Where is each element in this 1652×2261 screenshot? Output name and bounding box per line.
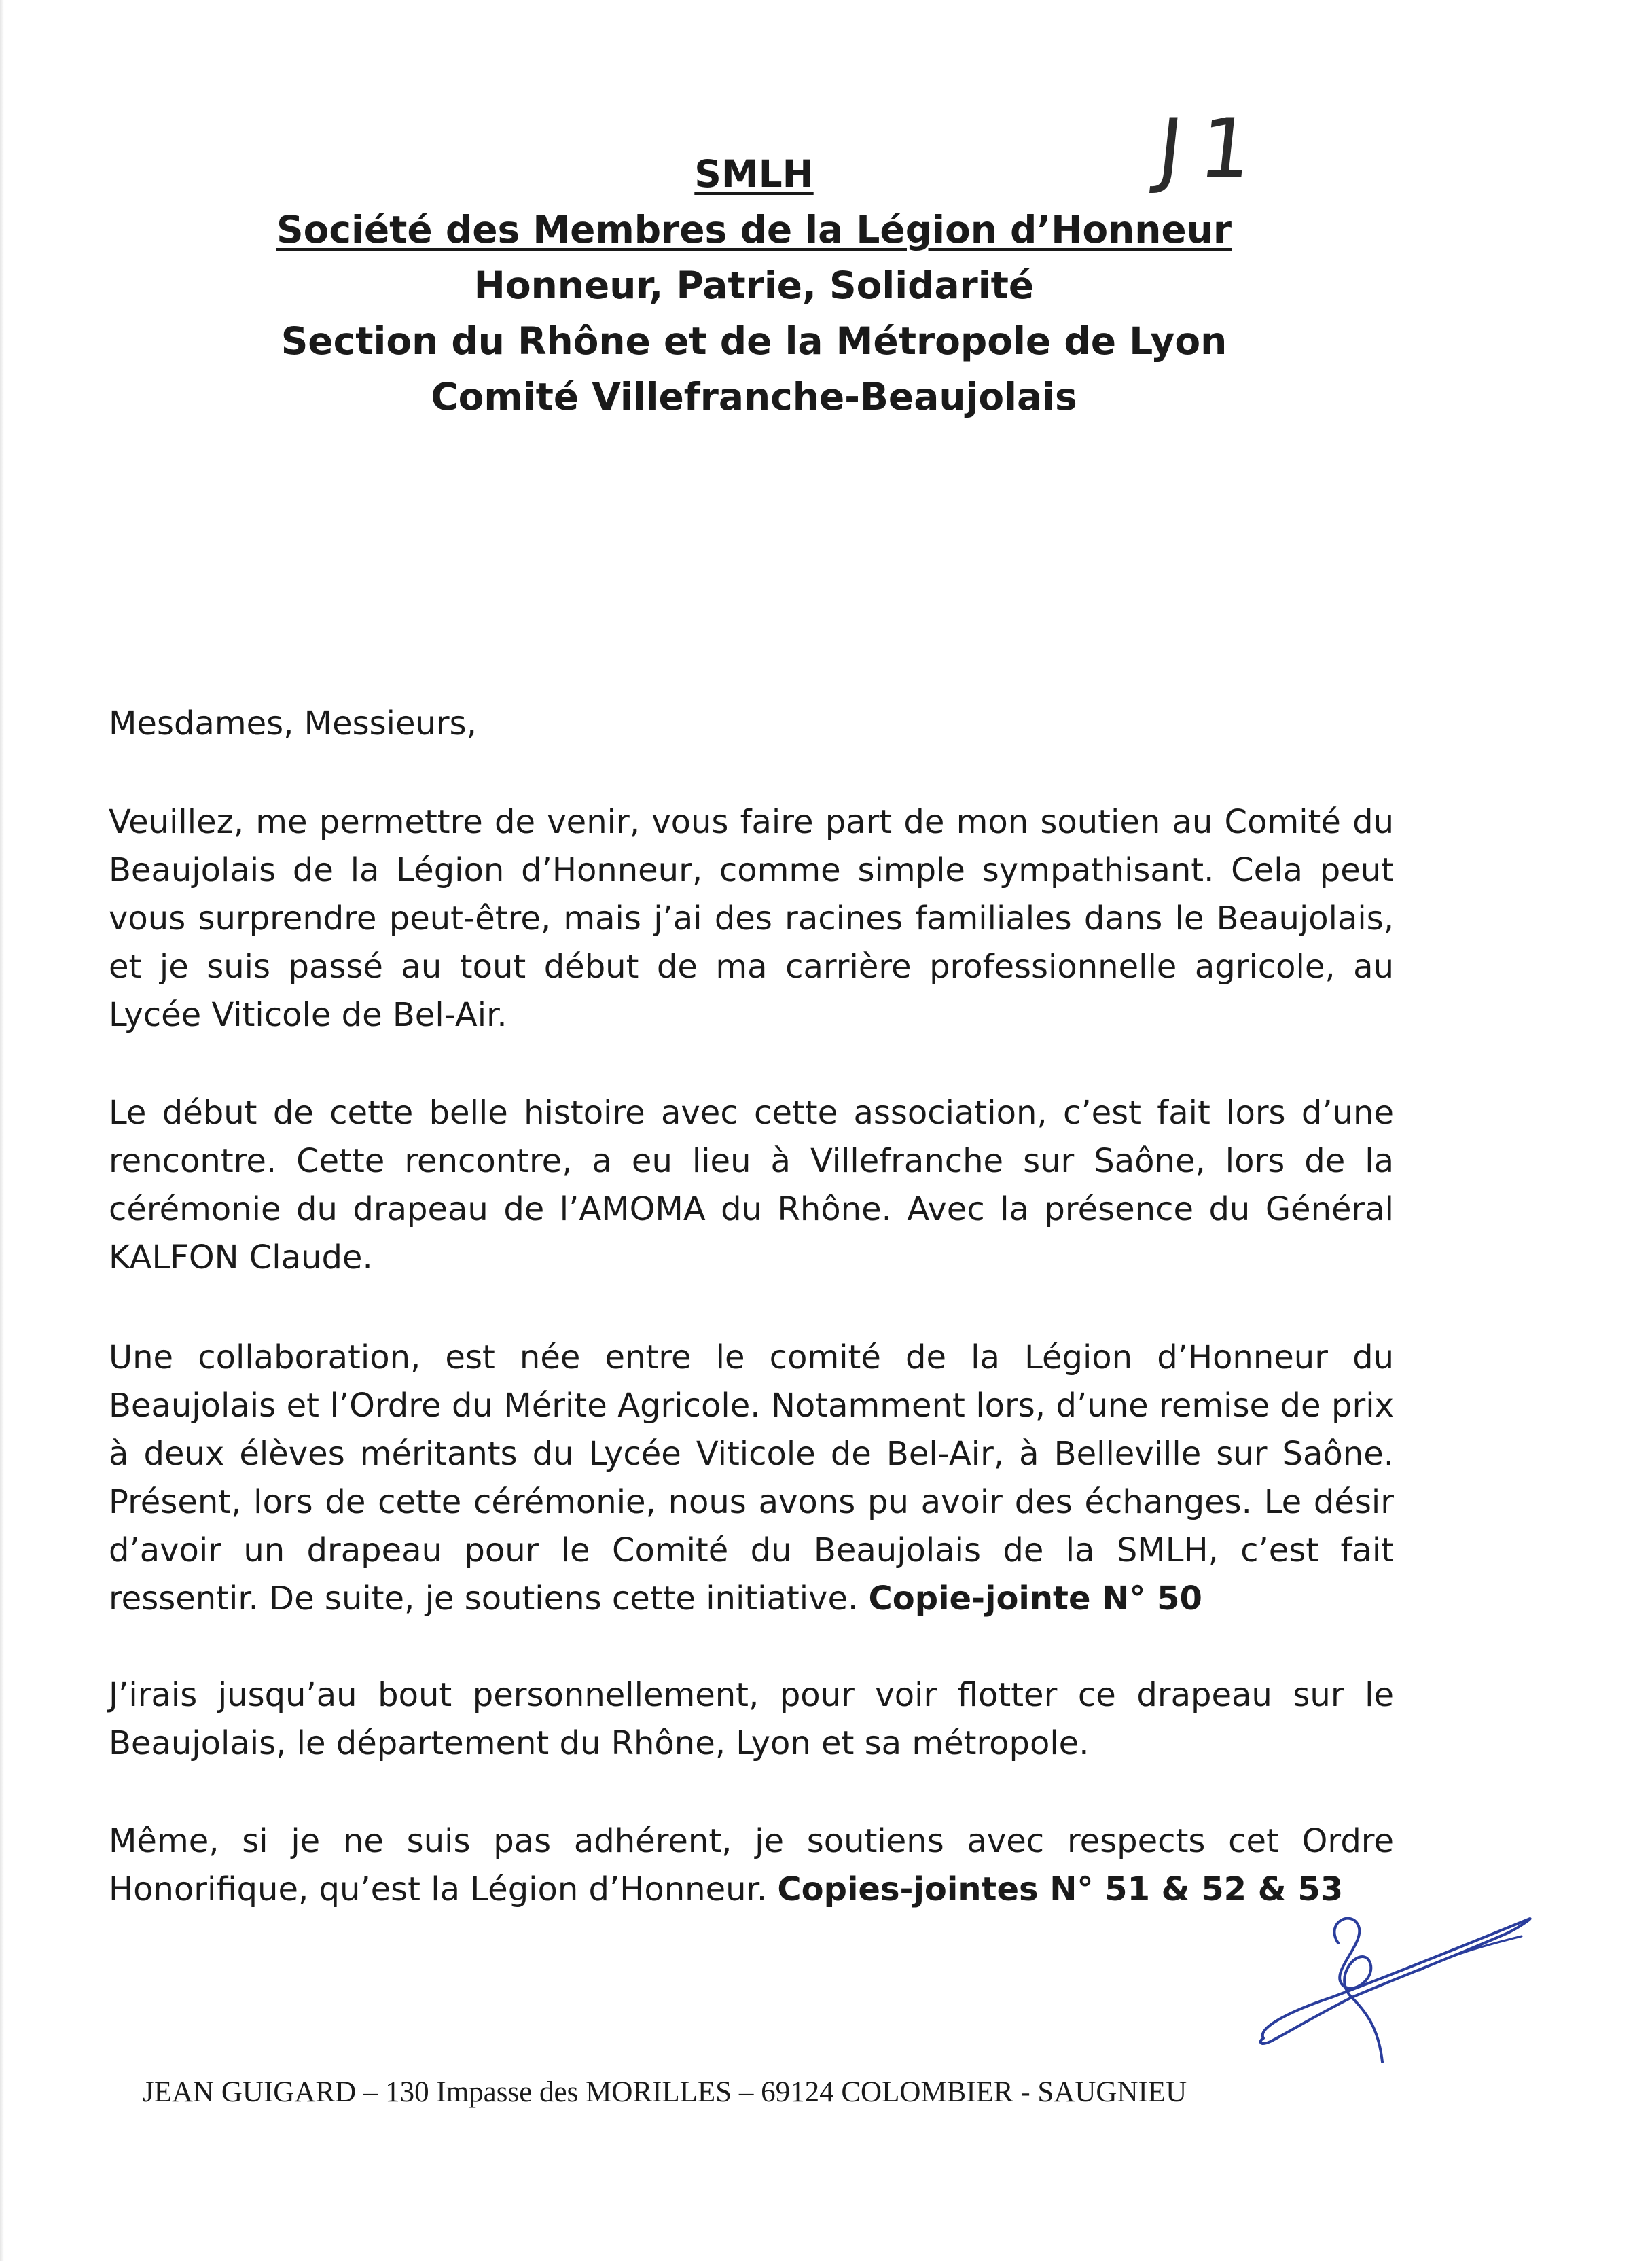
paragraph-3 xyxy=(109,1334,1394,1623)
header-full-name: Société des Membres de la Légion d’Honneur xyxy=(276,208,1232,251)
paragraph-2 xyxy=(109,1089,1394,1282)
scan-edge xyxy=(0,0,4,2261)
header-acronym: SMLH xyxy=(694,152,814,196)
attachment-reference-51-53: Copies-jointes N° 51 & 52 & 53 xyxy=(777,1870,1344,1908)
paragraph-5 xyxy=(109,1817,1394,1914)
header-committee: Comité Villefranche-Beaujolais xyxy=(431,375,1077,419)
greeting-text: Mesdames, Messieurs, xyxy=(109,705,477,743)
paragraph-5-block xyxy=(109,1817,1394,1914)
letter-greeting xyxy=(109,700,1394,748)
header-motto: Honneur, Patrie, Solidarité xyxy=(473,264,1035,307)
paragraph-3-text: Une collaboration, est née entre le comité de la Légion d’Honneur du Beaujolais et l’Ordre du Mérite Agricole. Notamment lors, d’une remise de prix à deux élèves méritants du Lycée Viticole de Bel-Air, à Belleville sur Saône. Présent, lors de cette cérémonie, nous avons pu avoir des échanges. Le désir d’avoir un drapeau pour le Comité du Beaujolais de la SMLH, c’est fait ressentir. De suite, je soutiens cette initiative. xyxy=(109,1338,1394,1618)
sender-address: JEAN GUIGARD – 130 Impasse des MORILLES – 69124 COLOMBIER - SAUGNIEU xyxy=(143,2076,1187,2108)
paragraph-3-block xyxy=(109,1334,1394,1623)
paragraph-2-text: Le début de cette belle histoire avec cette association, c’est fait lors d’une rencontre. Cette rencontre, a eu lieu à Villefranche sur Saône, lors de la cérémonie du drapeau de l’AMOMA du Rhône. Avec la présence du Général KALFON Claude. xyxy=(109,1094,1394,1277)
paragraph-1-text: Veuillez, me permettre de venir, vous faire part de mon soutien au Comité du Beaujolais de la Légion d’Honneur, comme simple sympathisant. Cela peut vous surprendre peut-être, mais j’ai des racines familiales dans le Beaujolais, et je suis passé au tout début de ma carrière professionnelle agricole, au Lycée Viticole de Bel-Air. xyxy=(109,803,1394,1034)
header-section: Section du Rhône et de la Métropole de Lyon xyxy=(281,319,1227,363)
paragraph-4-text: J’irais jusqu’au bout personnellement, pour voir flotter ce drapeau sur le Beaujolais, le département du Rhône, Lyon et sa métropole. xyxy=(109,1676,1394,1762)
paragraph-4 xyxy=(109,1671,1394,1768)
paragraph-5-text: Même, si je ne suis pas adhérent, je soutiens avec respects cet Ordre Honorifique, qu’est la Légion d’Honneur. xyxy=(109,1822,1394,1908)
paragraph-1 xyxy=(109,798,1394,1039)
handwritten-signature xyxy=(1250,1895,1542,2072)
handwritten-annotation: J1 xyxy=(1153,102,1275,196)
attachment-reference-50: Copie-jointe N° 50 xyxy=(868,1580,1202,1618)
letter-header xyxy=(204,146,1304,425)
